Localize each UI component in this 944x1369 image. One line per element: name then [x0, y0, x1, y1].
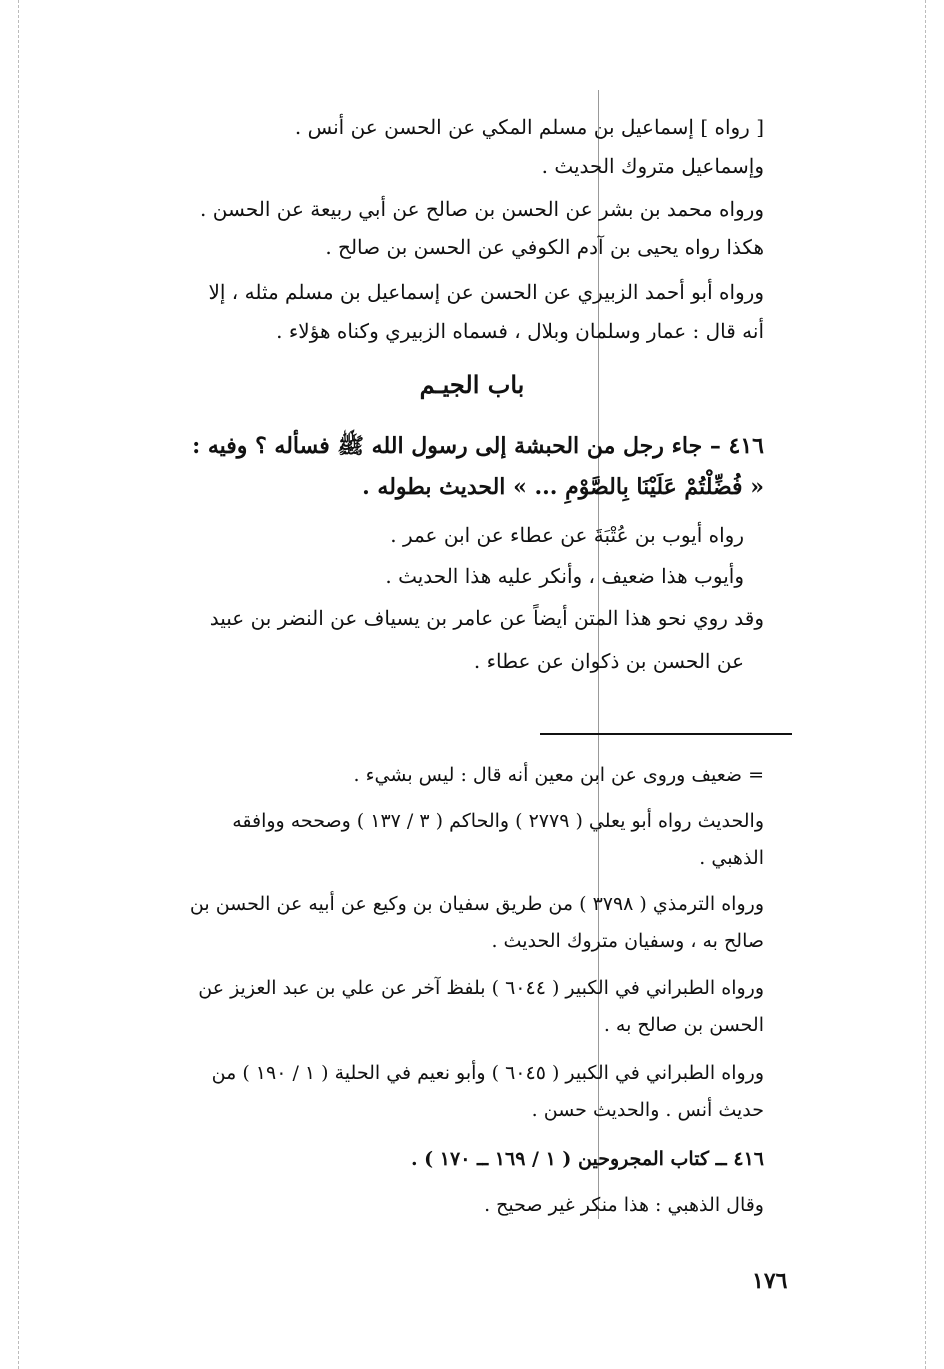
text-line: ورواه محمد بن بشر عن الحسن بن صالح عن أبي ربيعة عن الحسن . — [200, 197, 764, 221]
text-line: وقد روي نحو هذا المتن أيضاً عن عامر بن يسياف عن النضر بن عبيد — [209, 606, 764, 630]
text-line: ورواه أبو أحمد الزبيري عن الحسن عن إسماعيل بن مسلم مثله ، إلا — [208, 280, 764, 304]
text-line: وأيوب هذا ضعيف ، وأنكر عليه هذا الحديث . — [385, 564, 744, 588]
page-number: ١٧٦ — [752, 1268, 788, 1294]
footnote-line: ورواه الترمذي ( ٣٧٩٨ ) من طريق سفيان بن وكيع عن أبيه عن الحسن بن — [189, 893, 764, 915]
section-heading: باب الجيـم — [419, 370, 525, 399]
footnote-line: وقال الذهبي : هذا منكر غير صحيح . — [484, 1194, 764, 1216]
text-line: هكذا رواه يحيى بن آدم الكوفي عن الحسن بن صالح . — [325, 235, 764, 259]
margin-guide-left — [18, 0, 19, 1369]
text-line: أنه قال : عمار وسلمان وبلال ، فسماه الزبيري وكناه هؤلاء . — [276, 319, 764, 343]
footnote-line: حديث أنس . والحديث حسن . — [531, 1099, 764, 1121]
footnote-line: الحسن بن صالح به . — [603, 1014, 764, 1036]
text-line: وإسماعيل متروك الحديث . — [541, 154, 764, 178]
footnote-separator — [540, 733, 792, 735]
text-line: [ رواه ] إسماعيل بن مسلم المكي عن الحسن عن أنس . — [294, 115, 764, 139]
footnote-line: ورواه الطبراني في الكبير ( ٦٠٤٤ ) بلفظ آخر عن علي بن عبد العزيز عن — [198, 977, 764, 999]
footnote-line: = ضعيف وروى عن ابن معين أنه قال : ليس بشيء . — [353, 764, 764, 786]
footnote-line: الذهبي . — [699, 847, 764, 869]
footnote-line: والحديث رواه أبو يعلي ( ٢٧٧٩ ) والحاكم ( ٣ / ١٣٧ ) وصححه ووافقه — [232, 810, 764, 832]
text-line: عن الحسن بن ذكوان عن عطاء . — [473, 649, 744, 673]
margin-guide-right — [925, 0, 926, 1369]
text-line: رواه أيوب بن عُتْبَةَ عن عطاء عن ابن عمر . — [390, 523, 744, 547]
hadith-line: « فُضِّلْتُمْ عَلَيْنَا بِالصَّوْمِ ... » الحديث بطوله . — [362, 474, 764, 500]
footnote-line: ورواه الطبراني في الكبير ( ٦٠٤٥ ) وأبو نعيم في الحلية ( ١ / ١٩٠ ) من — [211, 1062, 764, 1084]
footnote-line: صالح به ، وسفيان متروك الحديث . — [491, 930, 764, 952]
footnote-line: ٤١٦ ــ كتاب المجروحين ( ١ / ١٦٩ ــ ١٧٠ ) . — [410, 1148, 764, 1170]
hadith-line: ٤١٦ – جاء رجل من الحبشة إلى رسول الله ﷺ فسأله ؟ وفيه : — [192, 433, 764, 459]
